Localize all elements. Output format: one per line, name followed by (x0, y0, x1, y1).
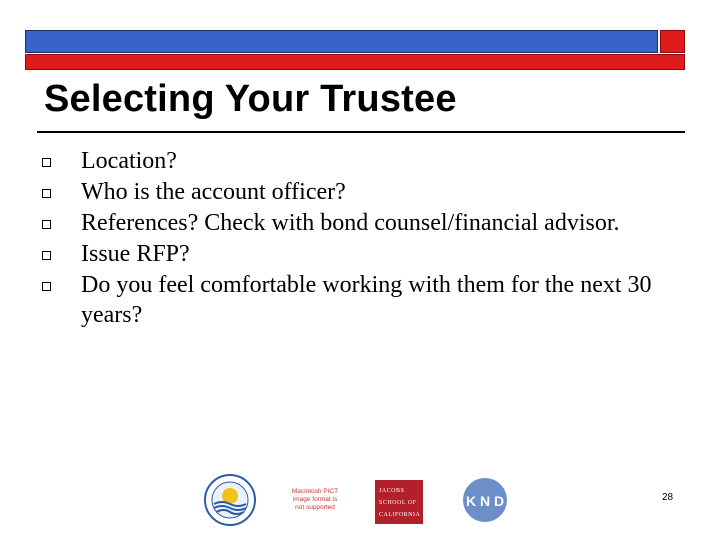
jacobs-logo-line3: CALIFORNIA (379, 512, 421, 518)
header-square-red (660, 30, 685, 53)
slide-title: Selecting Your Trustee (44, 78, 457, 120)
list-item (40, 146, 680, 176)
knd-logo-icon (459, 476, 511, 524)
jacobs-logo-line2: SCHOOL OF (379, 500, 417, 506)
bullet-text: Issue RFP? (81, 241, 190, 267)
missing-image-placeholder: Macintosh PICT image format is not supported (291, 488, 339, 511)
jacobs-logo (375, 480, 423, 524)
jacobs-logo-line1: JACOBS (379, 488, 405, 494)
header-bar-red (25, 54, 685, 70)
bullet-square-icon (42, 251, 51, 260)
bullet-list (40, 146, 680, 331)
bullet-text: Who is the account officer? (81, 179, 346, 205)
list-item (40, 270, 680, 330)
bullet-square-icon (42, 220, 51, 229)
bullet-square-icon (42, 158, 51, 167)
knd-logo-text: K N D (465, 493, 505, 509)
bullet-square-icon (42, 189, 51, 198)
header-bar-blue (25, 30, 658, 53)
seal-logo-icon (202, 474, 258, 526)
list-item (40, 208, 680, 238)
bullet-text: References? Check with bond counsel/financial advisor. (81, 210, 620, 236)
bullet-square-icon (42, 282, 51, 291)
list-item (40, 177, 680, 207)
page-number: 28 (662, 492, 674, 503)
list-item (40, 239, 680, 269)
footer-logos (0, 470, 720, 530)
title-underline (37, 131, 685, 133)
bullet-text: Do you feel comfortable working with them for the next 30 years? (81, 272, 652, 328)
bullet-text: Location? (81, 148, 177, 174)
